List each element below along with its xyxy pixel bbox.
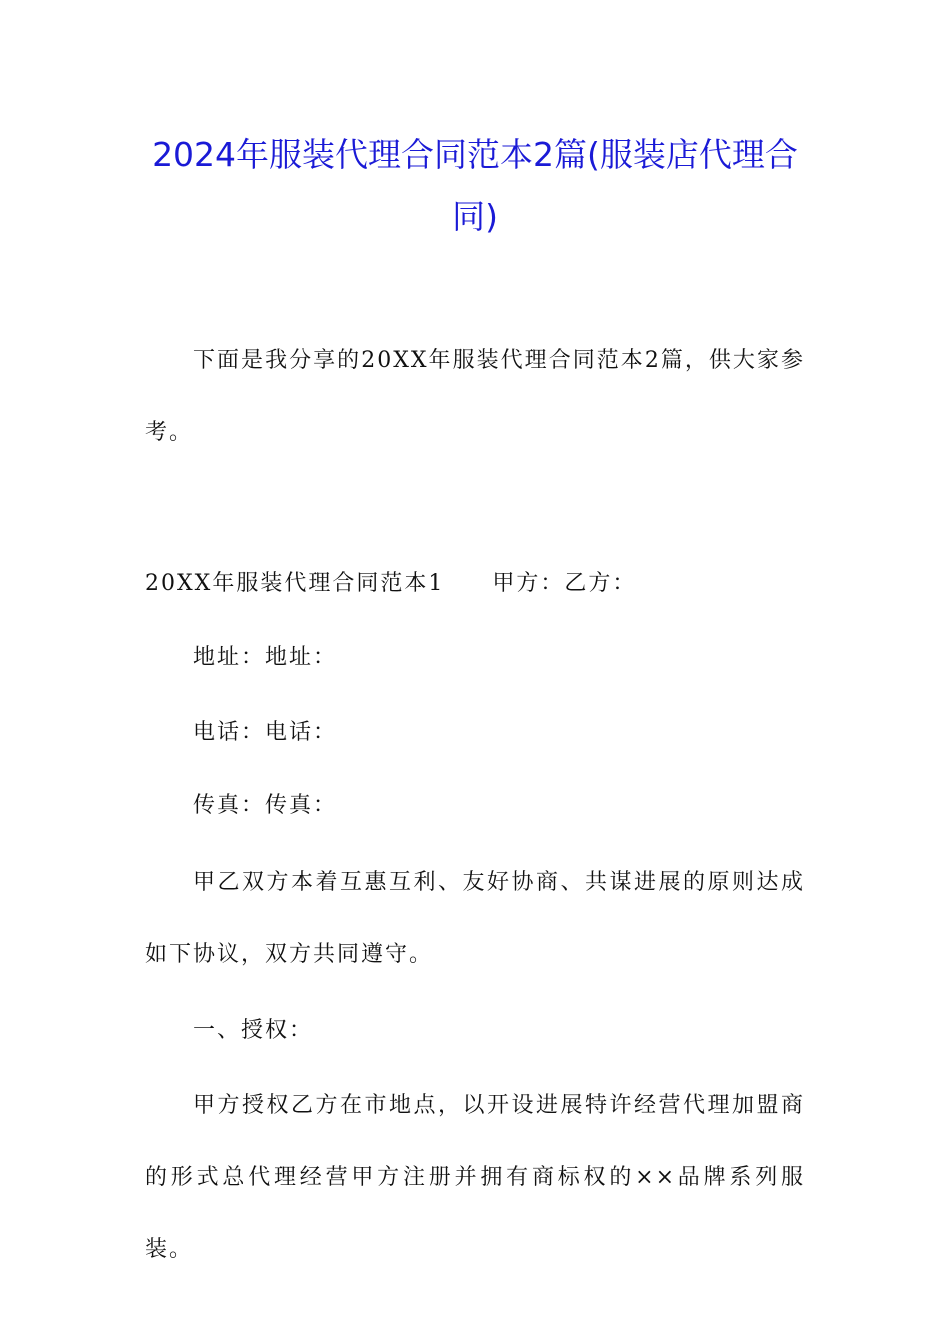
document-title: 2024年服装代理合同范本2篇(服装店代理合同) <box>152 135 798 236</box>
address-line: 地址：地址： <box>193 645 338 670</box>
clause-one-text: 甲方授权乙方在市地点，以开设进展特许经营代理加盟商的形式总代理经营甲方注册并拥有商标权的××品牌系列服装。 <box>145 1093 805 1262</box>
clause-one-heading: 一、授权： <box>193 1018 314 1043</box>
section-heading-line <box>145 548 805 620</box>
fax-line: 传真：传真： <box>193 793 338 818</box>
intro-paragraph: 下面是我分享的20XX年服装代理合同范本2篇，供大家参考。 <box>145 348 805 445</box>
agreement-paragraph: 甲乙双方本着互惠互利、友好协商、共谋进展的原则达成如下协议，双方共同遵守。 <box>145 870 805 967</box>
phone-line: 电话：电话： <box>193 720 338 745</box>
section-heading: 20XX年服装代理合同范本1 <box>145 571 445 596</box>
parties-line: 甲方：乙方： <box>492 571 637 596</box>
